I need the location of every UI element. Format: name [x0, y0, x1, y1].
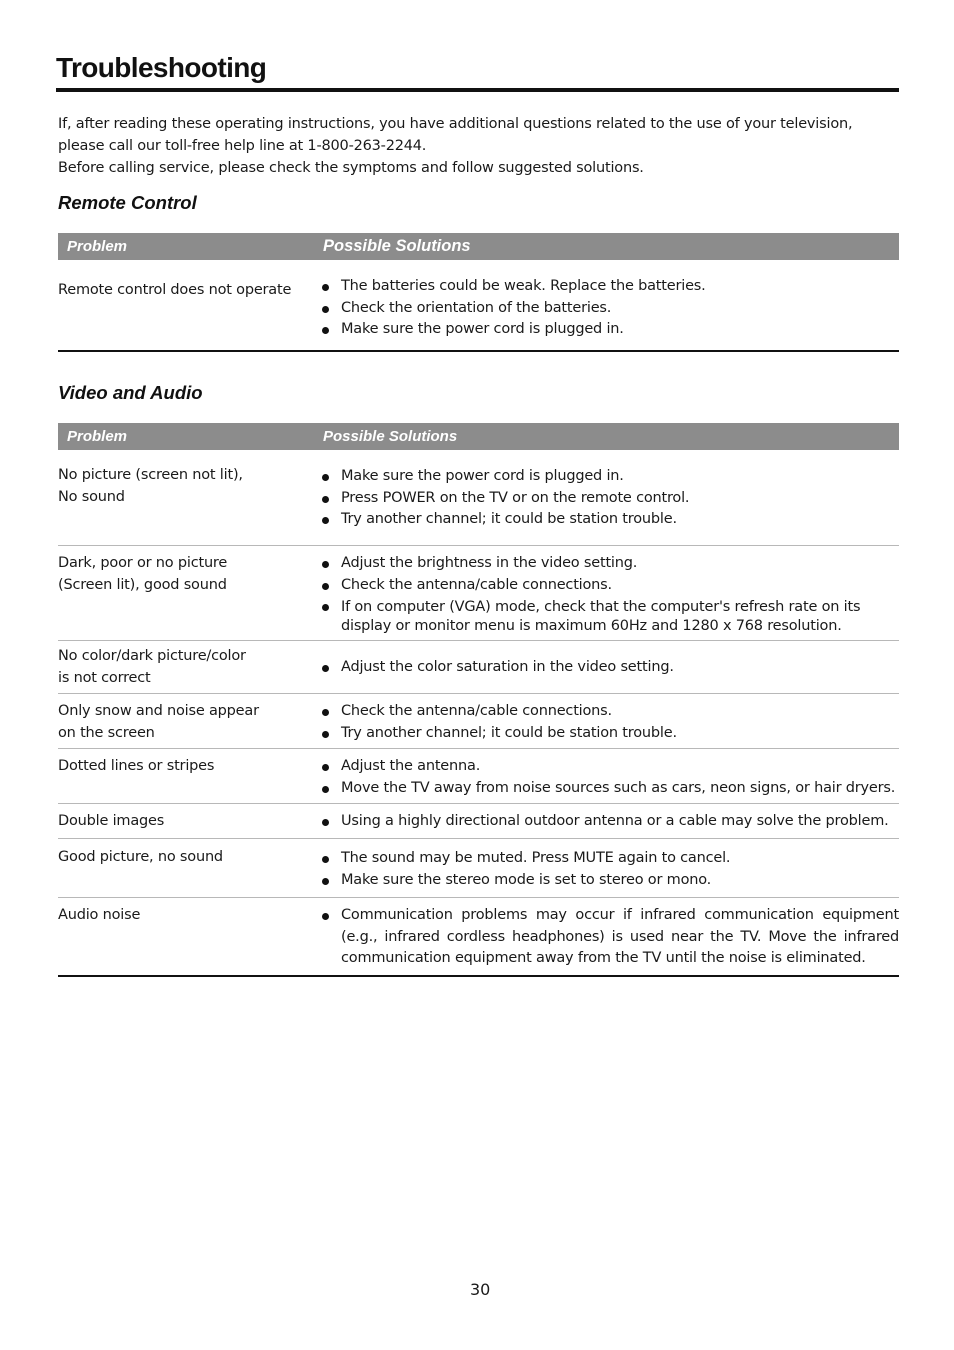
solution-item: The batteries could be weak. Replace the batteries.: [313, 276, 899, 298]
header-possible-solutions: Possible Solutions: [313, 423, 899, 450]
header-problem: Problem: [58, 423, 313, 450]
solution-item: If on computer (VGA) mode, check that the computer's refresh rate on its display or monitor menu is maximum 60Hz and 1280 x 768 resolution.: [313, 596, 899, 636]
title-rule: [56, 88, 899, 92]
solutions-cell: [313, 694, 899, 749]
table-row: [58, 749, 899, 804]
solution-item: Press POWER on the TV or on the remote control.: [313, 488, 899, 510]
problem-cell: No picture (screen not lit), No sound: [58, 450, 313, 546]
problem-cell: Dark, poor or no picture (Screen lit), good sound: [58, 546, 313, 641]
solution-item: Communication problems may occur if infrared communication equipment (e.g., infrared cordless headphones) is used near the TV. Move the infrared communication equipment away from the TV until the noise is eliminated.: [313, 905, 899, 970]
remote-control-table: [58, 233, 899, 352]
solution-item: Check the antenna/cable connections.: [313, 701, 899, 723]
intro-paragraph-before-calling: Before calling service, please check the symptoms and follow suggested solutions.: [58, 160, 644, 176]
problem-cell: Only snow and noise appear on the screen: [58, 694, 313, 749]
table-row: [58, 839, 899, 898]
solution-item: Using a highly directional outdoor antenna or a cable may solve the problem.: [313, 811, 899, 833]
section-title-remote-control: Remote Control: [58, 192, 197, 213]
table-row: [58, 450, 899, 546]
problem-cell: Dotted lines or stripes: [58, 749, 313, 804]
solution-item: Check the orientation of the batteries.: [313, 298, 899, 320]
solution-item: Make sure the power cord is plugged in.: [313, 319, 899, 341]
solution-item: Adjust the antenna.: [313, 756, 899, 778]
solution-item: Make sure the power cord is plugged in.: [313, 466, 899, 488]
problem-cell: Good picture, no sound: [58, 839, 313, 898]
solution-item: Move the TV away from noise sources such as cars, neon signs, or hair dryers.: [313, 778, 899, 800]
solution-item: The sound may be muted. Press MUTE again to cancel.: [313, 848, 899, 870]
intro-text: [58, 113, 899, 179]
table-row: [58, 546, 899, 641]
table-header: [58, 233, 899, 260]
table-row: [58, 898, 899, 976]
solution-item: Try another channel; it could be station trouble.: [313, 509, 899, 531]
solution-item: Adjust the color saturation in the video setting.: [313, 657, 899, 679]
problem-cell: Remote control does not operate: [58, 260, 313, 351]
solution-item: Try another channel; it could be station trouble.: [313, 723, 899, 745]
solutions-cell: [313, 749, 899, 804]
problem-cell: No color/dark picture/color is not correct: [58, 641, 313, 694]
problem-cell: Double images: [58, 804, 313, 839]
section-title-video-and-audio: Video and Audio: [58, 382, 203, 403]
table-row: [58, 260, 899, 351]
solutions-cell: [313, 839, 899, 898]
header-possible-solutions: Possible Solutions: [313, 233, 899, 260]
table-header: [58, 423, 899, 450]
solutions-cell: [313, 898, 899, 976]
solution-item: Adjust the brightness in the video setting.: [313, 553, 899, 575]
header-problem: Problem: [58, 233, 313, 260]
solutions-cell: [313, 450, 899, 546]
solution-item: Make sure the stereo mode is set to stereo or mono.: [313, 870, 899, 892]
problem-cell: Audio noise: [58, 898, 313, 976]
solution-item: Check the antenna/cable connections.: [313, 575, 899, 597]
solutions-cell: [313, 546, 899, 641]
video-audio-table: [58, 423, 899, 977]
table-row: [58, 694, 899, 749]
page-title: Troubleshooting: [56, 52, 267, 83]
table-row: [58, 804, 899, 839]
solutions-cell: [313, 641, 899, 694]
table-row: [58, 641, 899, 694]
page-number: 30: [470, 1280, 491, 1299]
intro-paragraph-help-line: If, after reading these operating instructions, you have additional questions related to the use of your television, please call our toll-free help line at 1-800-263-2244.: [58, 116, 853, 154]
solutions-cell: [313, 804, 899, 839]
solutions-cell: [313, 260, 899, 351]
